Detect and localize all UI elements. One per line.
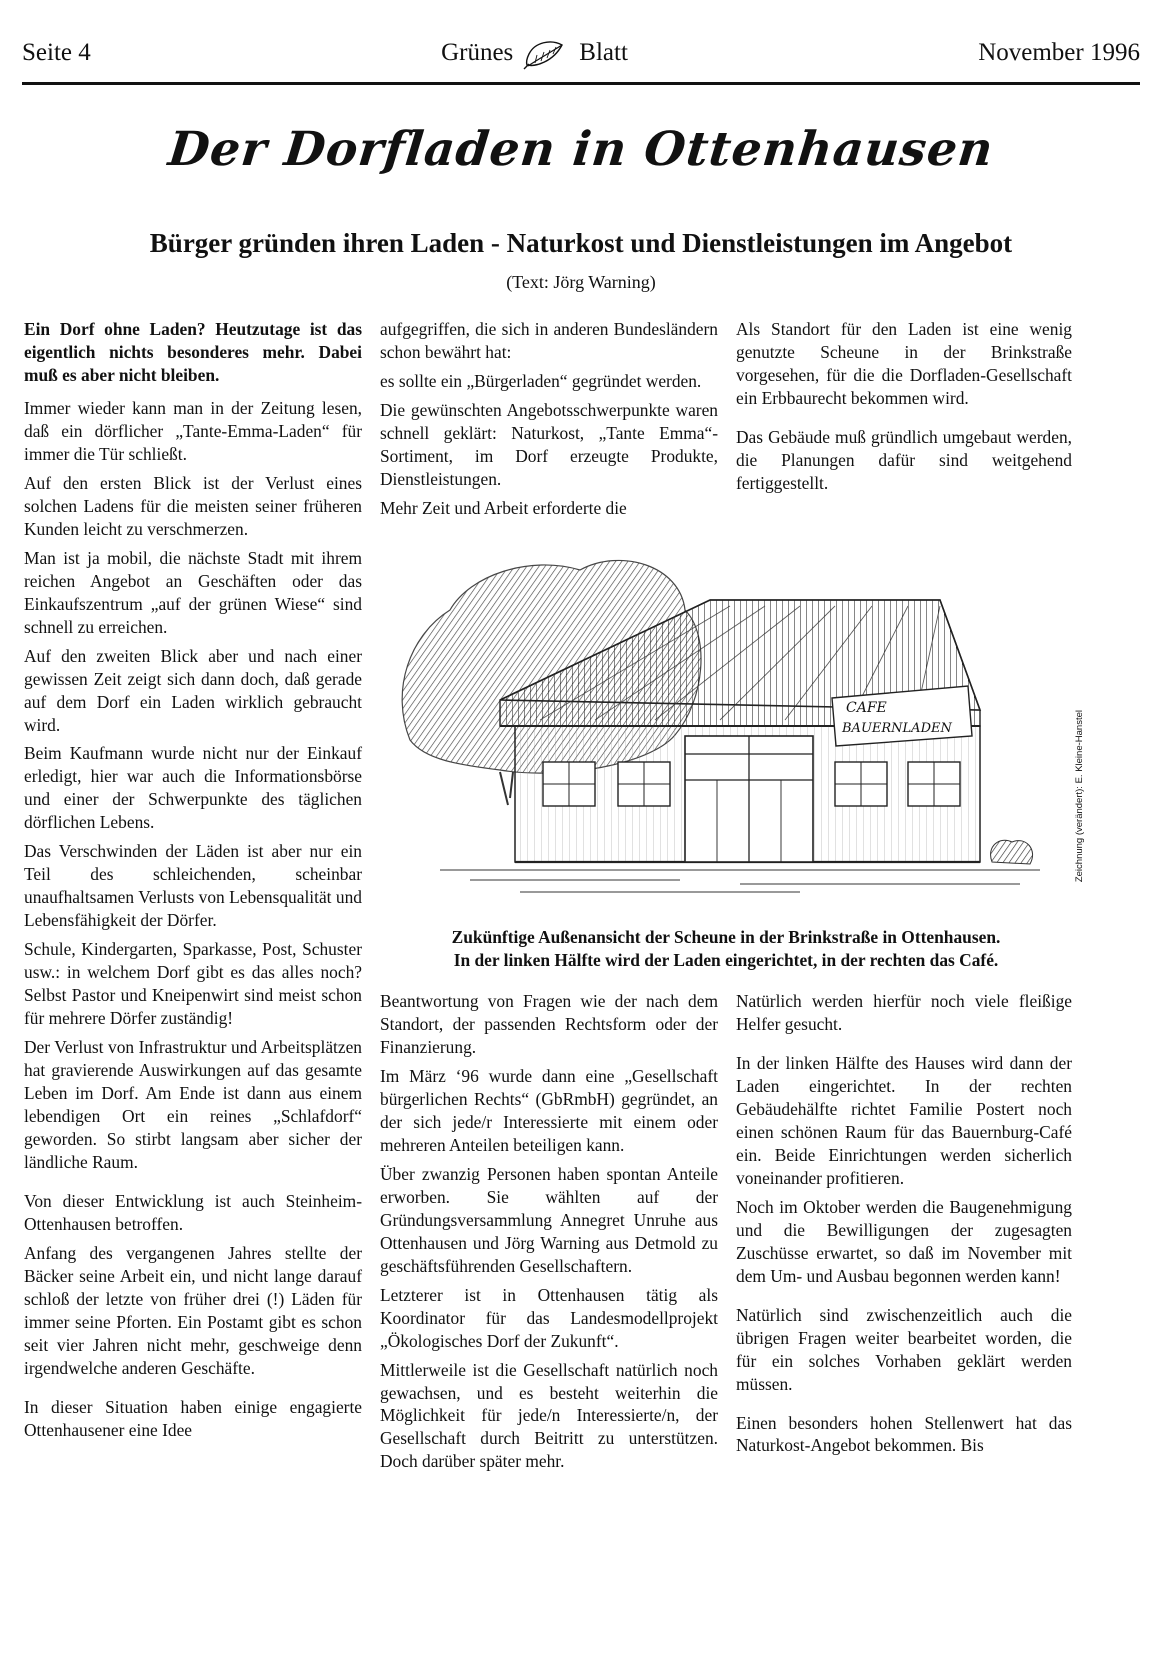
paragraph: Beantwortung von Fragen wie der nach dem Standort, der passenden Rechtsform oder der Finanzierung.	[380, 991, 718, 1057]
article-title: Der Dorfladen in Ottenhausen	[165, 122, 997, 177]
paragraph: Schule, Kindergarten, Sparkasse, Post, Schuster usw.: in welchem Dorf gibt es das alles noch? Selbst Pastor und Kneipenwirt sind meist schon für mehrere Dörfer zuständig!	[24, 939, 362, 1029]
figure-caption-line2: In der linken Hälfte wird der Laden eingerichtet, in der rechten das Café.	[453, 949, 999, 970]
sign-text-bauernladen: BAUERNLADEN	[842, 721, 952, 736]
article-byline: (Text: Jörg Warning)	[506, 272, 656, 292]
sign-text-cafe: CAFE	[846, 700, 887, 716]
paragraph: Auf den zweiten Blick aber und nach einer gewissen Zeit zeigt sich dann doch, daß gerade auf dem Dorf ein Laden wirklich gebraucht wird.	[24, 645, 362, 735]
barn-illustration	[380, 540, 1085, 930]
paragraph: Im März ‘96 wurde dann eine „Gesellschaft bürgerlichen Rechts“ (GbRmbH) gegründet, an der sich jede/r Interessierte mit einem oder mehreren Anteilen beteiligen kann.	[380, 1065, 718, 1155]
paragraph: Noch im Oktober werden die Baugenehmigung und die Bewilligungen der zugesagten Zuschüsse erwartet, so daß im November mit dem Um- und Ausbau begonnen werden kann!	[736, 1196, 1072, 1286]
publication-title	[441, 36, 628, 70]
illustration-credit: Zeichnung (verändert): E. Kleine-Hanstel	[1074, 710, 1085, 883]
paragraph: Natürlich sind zwischenzeitlich auch die übrigen Fragen weiter bearbeitet worden, die für ein solches Vorhaben geklärt werden müssen.	[736, 1304, 1072, 1394]
masthead	[22, 28, 1140, 78]
paragraph: Als Standort für den Laden ist eine wenig genutzte Scheune in der Brinkstraße vorgesehen, für die die Dorfladen-Gesellschaft ein Erbbaurecht bekommen wird.	[736, 319, 1072, 408]
column-right-bottom	[736, 990, 1072, 1463]
column-middle-bottom	[380, 990, 718, 1479]
paragraph: Natürlich werden hierfür noch viele fleißige Helfer gesucht.	[736, 991, 1072, 1034]
paragraph: Immer wieder kann man in der Zeitung lesen, daß ein dörflicher „Tante-Emma-Laden“ für immer die Tür schließt.	[24, 397, 362, 464]
paragraph: Über zwanzig Personen haben spontan Anteile erworben. Sie wählten auf der Gründungsversammlung Annegret Unruhe aus Ottenhausen und Jörg Warning aus Detmold zu geschäftsführenden Gesellschaftern.	[380, 1163, 718, 1276]
paragraph: aufgegriffen, die sich in anderen Bundesländern schon bewährt hat:	[380, 319, 718, 362]
paragraph: In dieser Situation haben einige engagierte Ottenhausener eine Idee	[24, 1396, 362, 1440]
column-right-top	[736, 318, 1072, 501]
paragraph: Auf den ersten Blick ist der Verlust eines solchen Ladens für die meisten seiner früheren Kunden leicht zu verschmerzen.	[24, 472, 362, 539]
header-divider	[22, 82, 1140, 85]
publication-title-left: Grünes	[441, 39, 514, 66]
figure-caption-line1: Zukünftige Außenansicht der Scheune in der Brinkstraße in Ottenhausen.	[451, 927, 1001, 947]
paragraph: Der Verlust von Infrastruktur und Arbeitsplätzen hat gravierende Auswirkungen auf das gesamte Leben im Dorf. Am Ende ist dann aus einem lebendigen Ort ein reines „Schlafdorf“ geworden. So stirbt langsam aber sicher der ländliche Raum.	[24, 1037, 362, 1172]
paragraph: Man ist ja mobil, die nächste Stadt mit ihrem reichen Angebot an Geschäften oder das Einkaufszentrum „auf der grünen Wiese“ sind schnell zu erreichen.	[24, 547, 362, 637]
page-number: Seite 4	[22, 39, 91, 66]
paragraph: Einen besonders hohen Stellenwert hat das Naturkost-Angebot bekommen. Bis	[736, 1412, 1072, 1456]
paragraph: Mittlerweile ist die Gesellschaft natürlich noch gewachsen, und es besteht weiterhin die Möglichkeit für jede/n Interessierte/n, der Gesellschaft durch Beitritt zu unterstützen. Doch darüber später mehr.	[380, 1359, 718, 1472]
paragraph: Letzterer ist in Ottenhausen tätig als Koordinator für das Landesmodellprojekt „Ökologisches Dorf der Zukunft“.	[380, 1284, 718, 1351]
paragraph: es sollte ein „Bürgerladen“ gegründet werden.	[380, 370, 702, 391]
paragraph: Von dieser Entwicklung ist auch Steinheim-Ottenhausen betroffen.	[24, 1190, 362, 1234]
paragraph: In der linken Hälfte des Hauses wird dann der Laden eingerichtet. In der rechten Gebäudehälfte richtet Familie Postert noch einen schönen Raum für das Bauernburg-Café ein. Beide Einrichtungen werden sicherlich voneinander profitieren.	[736, 1052, 1072, 1188]
paragraph: Mehr Zeit und Arbeit erforderte die	[380, 497, 627, 518]
leaf-icon	[523, 36, 569, 70]
paragraph: Ein Dorf ohne Laden? Heutzutage ist das eigentlich nichts besonderes mehr. Dabei muß es aber nicht bleiben.	[24, 319, 362, 385]
paragraph: Die gewünschten Angebotsschwerpunkte waren schnell geklärt: Naturkost, „Tante Emma“-Sortiment, im Dorf erzeugte Produkte, Dienstleistungen.	[380, 399, 718, 489]
publication-title-right: Blatt	[579, 39, 628, 66]
paragraph: Beim Kaufmann wurde nicht nur der Einkauf erledigt, hier war auch die Informationsbörse und einer der Schwerpunkte des täglichen dörflichen Lebens.	[24, 743, 362, 833]
article-subtitle: Bürger gründen ihren Laden - Naturkost und Dienstleistungen im Angebot	[149, 228, 1013, 258]
paragraph: Das Verschwinden der Läden ist aber nur ein Teil des schleichenden, scheinbar unaufhaltsamen Verlusts von Lebensqualität und Lebensfähigkeit der Dörfer.	[24, 841, 362, 931]
paragraph: Das Gebäude muß gründlich umgebaut werden, die Planungen dafür sind weitgehend fertiggestellt.	[736, 426, 1072, 493]
figure-caption	[380, 926, 1072, 971]
column-middle-top	[380, 318, 718, 526]
issue-date: November 1996	[978, 39, 1140, 66]
column-left	[24, 318, 362, 1448]
paragraph: Anfang des vergangenen Jahres stellte der Bäcker seine Arbeit ein, und nicht lange darauf schloß der letzte von früher drei (!) Läden für immer seine Pforten. Ein Postamt gibt es schon seit vier Jahren nicht mehr, geschweige denn irgendwelche anderen Geschäfte.	[24, 1242, 362, 1378]
